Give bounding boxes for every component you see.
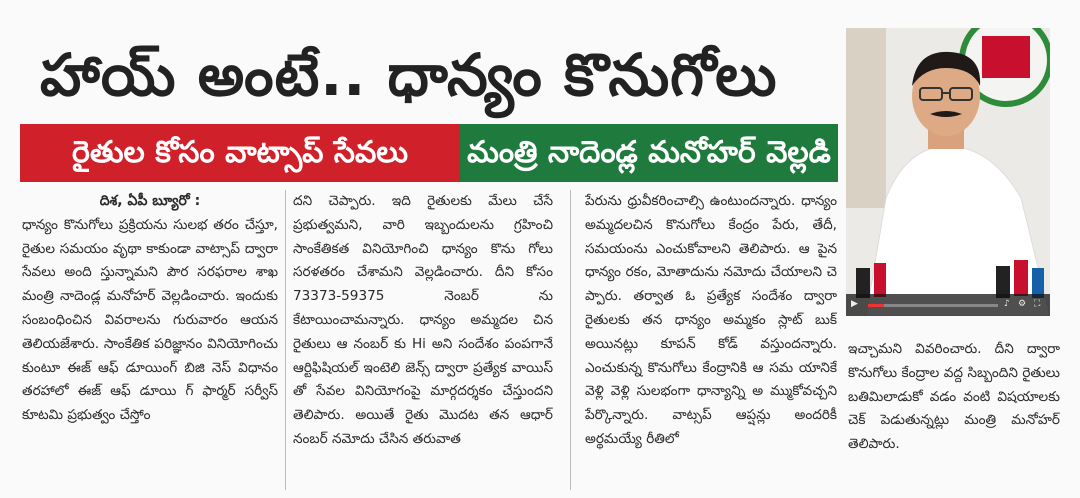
- video-control-bar[interactable]: [846, 294, 1050, 316]
- column-divider: [285, 190, 286, 490]
- subheadline-red-band: రైతుల కోసం వాట్సాప్ సేవలు: [20, 124, 460, 182]
- settings-icon[interactable]: ⚙: [1018, 299, 1027, 309]
- article-column-2: [293, 190, 553, 490]
- play-icon[interactable]: ▶: [851, 299, 858, 309]
- volume-icon[interactable]: ♪: [1004, 299, 1010, 309]
- video-progress-bar[interactable]: [868, 304, 998, 307]
- column-1-text: ధాన్యం కొనుగోలు ప్రక్రియను సులభ తరం చేస్తూ, రైతుల సమయం వృథా కాకుండా వాట్సాప్ ద్వారా సేవలు అంది స్తున్నామని పౌర సరఫరాల శాఖ మంత్రి నాదెండ్ల మనోహర్ వెల్లడించారు. ఇందుకు సంబంధించిన వివరాలను గురువారం ఆయన తెలియజేశారు. సాంకేతిక పరిజ్ఞానం వినియోగించు కుంటూ ఈజ్ ఆఫ్ డూయింగ్ బిజి నెస్ విధానం తరహాలో ఈజ్ ఆఫ్ డూయి గ్ ఫార్మర్ సర్వీస్ కూటమి ప్రభుత్వం చేస్తోం: [22, 216, 278, 424]
- column-4-text: ఇచ్చామని వివరించారు. దీని ద్వారా కొనుగోలు కేంద్రాల వద్ద సిబ్బందిని రైతులు బతిమిలాడుకో వడం వంటి విషయాలకు చెక్ పెడుతున్నట్లు మంత్రి మనోహర్ తెలిపారు.: [848, 341, 1060, 453]
- fullscreen-icon[interactable]: ⛶: [1034, 299, 1041, 309]
- byline: దిశ, ఏపీ బ్యూరో :: [99, 193, 201, 209]
- emblem-icon: [982, 36, 1030, 78]
- article-column-4: [848, 338, 1060, 493]
- column-divider: [570, 190, 571, 490]
- minister-photo-illustration: [846, 28, 1050, 316]
- article-column-1: [22, 190, 278, 490]
- video-progress-fill: [868, 304, 884, 307]
- minister-photo: [846, 28, 1050, 316]
- article-column-3: [585, 190, 837, 490]
- column-3-text: పేరును ధ్రువీకరించాల్సి ఉంటుందన్నారు. ధాన్యం అమ్మదలచిన కొనుగోలు కేంద్రం పేరు, తేదీ, సమయంను ఎంచుకోవాలని తెలిపారు. ఆ పైన ధాన్యం రకం, మోతాదును నమోదు చేయాలని చె ప్పారు. తర్వాత ఓ ప్రత్యేక సందేశం ద్వారా రైతులకు తన ధాన్యం అమ్మకం స్లాట్ బుక్ అయినట్లు కూపన్ కోడ్ వస్తుందన్నారు. ఎంచుకున్న కొనుగోలు కేంద్రానికి ఆ సమ యానికే వెళ్లి వెళ్లి సులభంగా ధాన్యాన్ని అ మ్ముకోవచ్చని పేర్కొన్నారు. వాట్సప్ ఆప్షన్లు అందరికీ అర్థమయ్యే రీతిలో: [585, 193, 837, 447]
- headline: హాయ్ అంటే.. ధాన్యం కొనుగోలు: [40, 41, 778, 109]
- column-2-text: దని చెప్పారు. ఇది రైతులకు మేలు చేసే ప్రభుత్వమని, వారి ఇబ్బందులను గ్రహించి సాంకేతికత వినియోగించి ధాన్యం కొను గోలు సరళతరం చేశామని వెల్లడించారు. దీని కోసం 73373-59375 నెంబర్ ను కేటాయించామన్నారు. ధాన్యం అమ్మదల చిన రైతులు ఆ నంబర్ కు Hi అని సందేశం పంపగానే ఆర్టిఫిషియల్ ఇంటెలి జెన్స్ ద్వారా ప్రత్యేక వాయిస్ తో సేవల వినియోగంపై మార్గదర్శకం చేస్తుందని తెలిపారు. అయితే రైతు మొదట తన ఆధార్ నంబర్ నమోదు చేసిన తరువాత: [293, 193, 553, 447]
- subheadline-green-band: మంత్రి నాదెండ్ల మనోహర్ వెల్లడి: [460, 124, 838, 182]
